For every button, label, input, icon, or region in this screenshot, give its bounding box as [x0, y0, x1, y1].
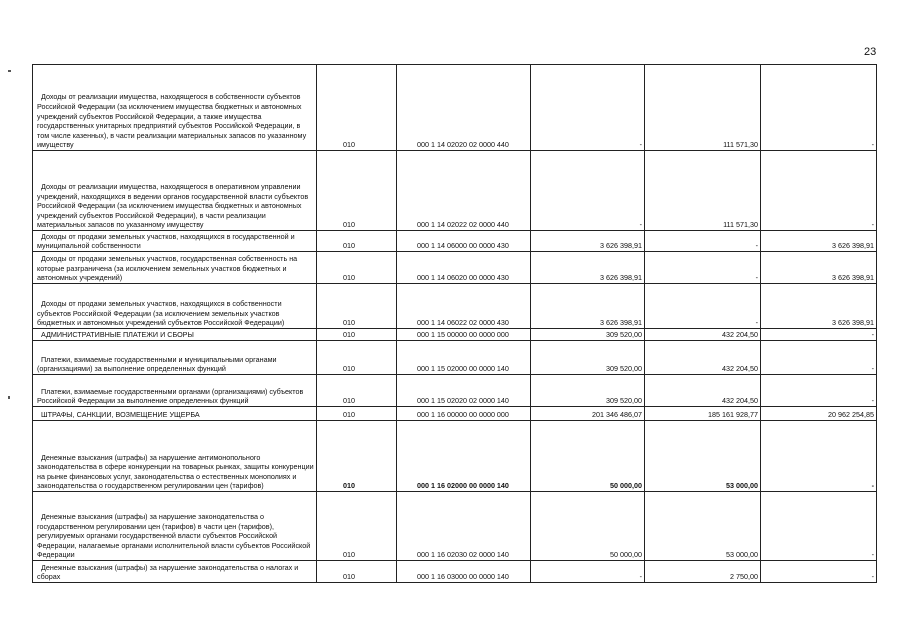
row-approved: 309 520,00: [531, 375, 645, 407]
table-row: [33, 65, 877, 151]
row-approved: 201 346 486,07: [531, 407, 645, 421]
row-name: Доходы от продажи земельных участков, государственная собственность на которые разграничена (за исключением земельных участков бюджетных и автономных учреждений): [33, 252, 317, 284]
row-executed: 53 000,00: [645, 492, 761, 561]
row-approved: -: [531, 65, 645, 151]
row-kbk: 000 1 16 03000 00 0000 140: [397, 561, 531, 583]
row-executed: 432 204,50: [645, 341, 761, 375]
row-approved: 50 000,00: [531, 492, 645, 561]
row-code: 010: [317, 375, 397, 407]
row-name: Денежные взыскания (штрафы) за нарушение законодательства о налогах и сборах: [33, 561, 317, 583]
row-name: Доходы от продажи земельных участков, находящихся в собственности субъектов Российской Федерации (за исключением земельных участков бюджетных и автономных учреждений субъектов Российской Федерации): [33, 284, 317, 329]
table-row: [33, 492, 877, 561]
row-executed: 432 204,50: [645, 375, 761, 407]
scan-mark: [8, 396, 10, 399]
row-kbk: 000 1 15 02020 02 0000 140: [397, 375, 531, 407]
row-kbk: 000 1 16 02030 02 0000 140: [397, 492, 531, 561]
row-approved: 3 626 398,91: [531, 231, 645, 252]
row-kbk: 000 1 16 00000 00 0000 000: [397, 407, 531, 421]
row-unexecuted: -: [761, 65, 877, 151]
row-kbk: 000 1 14 06022 02 0000 430: [397, 284, 531, 329]
row-code: 010: [317, 252, 397, 284]
row-name: Доходы от реализации имущества, находящегося в собственности субъектов Российской Федерации (за исключением имущества бюджетных и автономных учреждений субъектов Российской Федерации, а также имущества государственных унитарных предприятий субъектов Российской Федерации, в том числе казенных), в части реализации материальных запасов по указанному имуществу: [33, 65, 317, 151]
row-approved: -: [531, 151, 645, 231]
row-name: Доходы от реализации имущества, находящегося в оперативном управлении учреждений, находящихся в ведении органов государственной власти субъектов Российской Федерации (за исключением имущества бюджетных и автономных учреждений субъектов Российской Федерации), в части реализации материальных запасов по указанному имуществу: [33, 151, 317, 231]
table-row: [33, 151, 877, 231]
table-row: [33, 561, 877, 583]
row-executed: -: [645, 252, 761, 284]
table-row: [33, 375, 877, 407]
row-unexecuted: -: [761, 375, 877, 407]
row-unexecuted: 3 626 398,91: [761, 231, 877, 252]
table-row: [33, 231, 877, 252]
row-code: 010: [317, 492, 397, 561]
table-row: [33, 341, 877, 375]
row-kbk: 000 1 15 02000 00 0000 140: [397, 341, 531, 375]
table-row: [33, 421, 877, 492]
row-unexecuted: -: [761, 151, 877, 231]
row-approved: 309 520,00: [531, 341, 645, 375]
row-code: 010: [317, 561, 397, 583]
row-approved: 50 000,00: [531, 421, 645, 492]
revenue-table: [32, 64, 877, 583]
row-name: Доходы от продажи земельных участков, находящихся в государственной и муниципальной собственности: [33, 231, 317, 252]
row-code: 010: [317, 407, 397, 421]
row-name: Платежи, взимаемые государственными и муниципальными органами (организациями) за выполнение определенных функций: [33, 341, 317, 375]
row-executed: -: [645, 231, 761, 252]
row-approved: -: [531, 561, 645, 583]
table-row: [33, 407, 877, 421]
row-unexecuted: -: [761, 492, 877, 561]
row-executed: 53 000,00: [645, 421, 761, 492]
row-kbk: 000 1 15 00000 00 0000 000: [397, 329, 531, 341]
row-approved: 3 626 398,91: [531, 252, 645, 284]
row-executed: -: [645, 284, 761, 329]
row-name: Платежи, взимаемые государственными органами (организациями) субъектов Российской Федерации за выполнение определенных функций: [33, 375, 317, 407]
row-kbk: 000 1 16 02000 00 0000 140: [397, 421, 531, 492]
row-unexecuted: -: [761, 561, 877, 583]
table-row: [33, 329, 877, 341]
row-approved: 3 626 398,91: [531, 284, 645, 329]
row-name: ШТРАФЫ, САНКЦИИ, ВОЗМЕЩЕНИЕ УЩЕРБА: [33, 407, 317, 421]
row-code: 010: [317, 421, 397, 492]
row-executed: 185 161 928,77: [645, 407, 761, 421]
row-code: 010: [317, 341, 397, 375]
row-kbk: 000 1 14 02020 02 0000 440: [397, 65, 531, 151]
row-unexecuted: 3 626 398,91: [761, 284, 877, 329]
row-code: 010: [317, 329, 397, 341]
row-code: 010: [317, 231, 397, 252]
table-row: [33, 284, 877, 329]
row-unexecuted: -: [761, 329, 877, 341]
row-approved: 309 520,00: [531, 329, 645, 341]
row-name: Денежные взыскания (штрафы) за нарушение антимонопольного законодательства в сфере конкуренции на товарных рынках, защиты конкуренции на рынке финансовых услуг, законодательства о естественных монополиях и законодательства о государственном регулировании цен (тарифов): [33, 421, 317, 492]
page-number: 23: [864, 46, 877, 58]
row-name: АДМИНИСТРАТИВНЫЕ ПЛАТЕЖИ И СБОРЫ: [33, 329, 317, 341]
row-executed: 111 571,30: [645, 151, 761, 231]
row-code: 010: [317, 65, 397, 151]
row-code: 010: [317, 151, 397, 231]
row-kbk: 000 1 14 06020 00 0000 430: [397, 252, 531, 284]
table-row: [33, 252, 877, 284]
scan-mark: [8, 70, 11, 72]
row-executed: 111 571,30: [645, 65, 761, 151]
row-executed: 432 204,50: [645, 329, 761, 341]
row-code: 010: [317, 284, 397, 329]
row-unexecuted: -: [761, 421, 877, 492]
row-name: Денежные взыскания (штрафы) за нарушение законодательства о государственном регулировании цен (тарифов) в части цен (тарифов), регулируемых органами государственной власти субъектов Российской Федерации, налагаемые органами исполнительной власти субъектов Российской Федерации: [33, 492, 317, 561]
row-unexecuted: 3 626 398,91: [761, 252, 877, 284]
row-unexecuted: 20 962 254,85: [761, 407, 877, 421]
row-kbk: 000 1 14 02022 02 0000 440: [397, 151, 531, 231]
row-unexecuted: -: [761, 341, 877, 375]
row-kbk: 000 1 14 06000 00 0000 430: [397, 231, 531, 252]
row-executed: 2 750,00: [645, 561, 761, 583]
